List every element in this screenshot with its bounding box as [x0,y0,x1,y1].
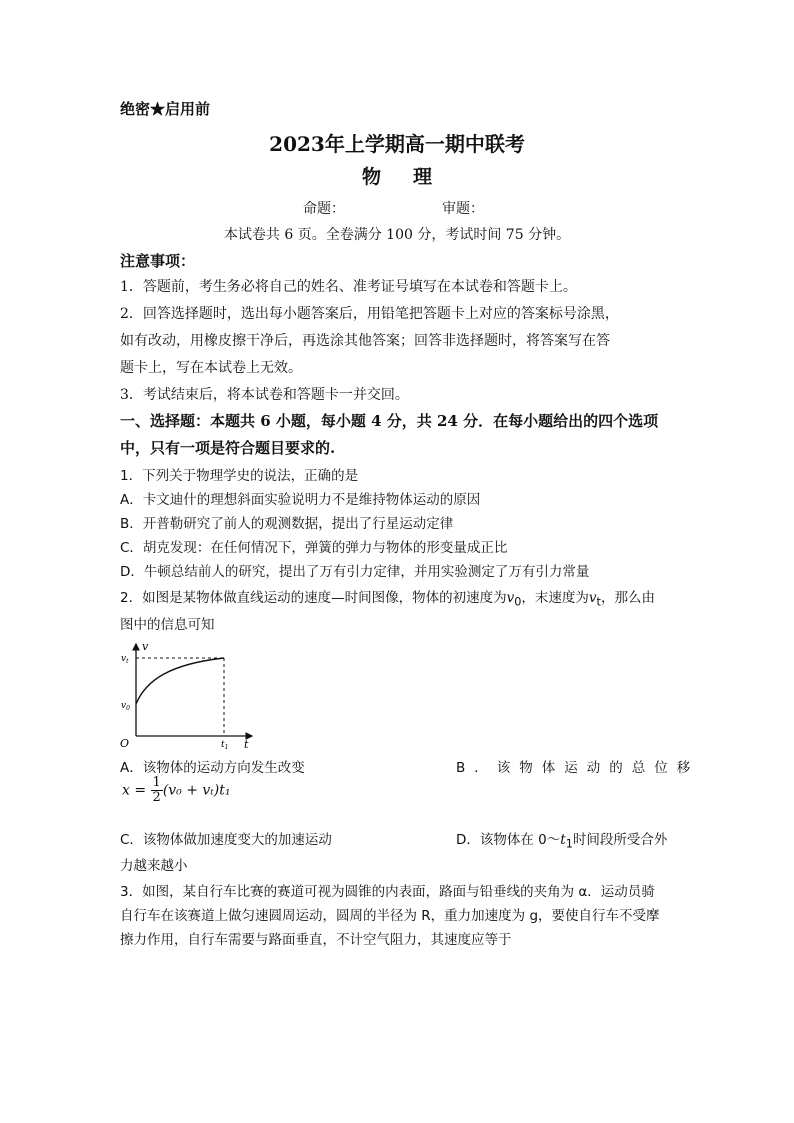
question-2-option-d-line2: 力越来越小 [120,858,188,874]
question-2-option-d: D．该物体在 $0\sim t_1$时间段所受合外 [456,832,668,851]
exam-info: 本试卷共 6 页。全卷满分 100 分，考试时间 75 分钟。 [223,227,571,243]
velocity-curve [136,658,224,704]
v0-label: $v_0$ [121,701,130,712]
subject-title: 物理 [361,166,464,188]
notice-item: 题卡上，写在本试卷上无效。 [120,360,302,376]
notice-heading: 注意事项： [120,252,196,270]
exam-title: 2023年上学期高一期中联考 [269,132,525,156]
t1-label: $t_1$ [221,740,229,750]
section-heading: 中，只有一项是符合题目要求的. [120,439,336,457]
origin-label: O [120,737,130,750]
question-1-option-d: D．牛顿总结前人的研究，提出了万有引力定律，并用实验测定了万有引力常量 [120,564,590,580]
question-1-option-b: B．开普勒研究了前人的观测数据，提出了行星运动定律 [120,516,454,532]
question-1-option-c: C．胡克发现：在任何情况下，弹簧的弹力与物体的形变量成正比 [120,540,508,556]
question-3-line: 擦力作用，自行车需要与路面垂直，不计空气阻力，其速度应等于 [120,932,512,948]
notice-item: 1．答题前，考生务必将自己的姓名、准考证号填写在本试卷和答题卡上。 [120,279,577,295]
question-2-option-a: A．该物体的运动方向发生改变 [120,760,305,776]
notice-item: 3．考试结束后，将本试卷和答题卡一并交回。 [120,387,409,403]
question-2-option-b: B．该物体运动的总位移 [456,760,700,776]
question-2-stem-line2: 图中的信息可知 [120,617,215,633]
reviewer-label: 审题： [442,201,484,217]
question-3-line: 3．如图，某自行车比赛的赛道可视为圆锥的内表面，路面与铅垂线的夹角为 α．运动员骑 [120,884,655,900]
question-2-option-c: C．该物体做加速度变大的加速运动 [120,832,332,848]
confidential-label: 绝密★启用前 [120,100,211,118]
question-3-line: 自行车在该赛道上做匀速圆周运动，圆周的半径为 R，重力加速度为 g，要使自行车不受摩 [120,908,660,924]
velocity-time-graph [118,638,258,750]
question-1-stem: 1．下列关于物理学史的说法，正确的是 [120,468,359,484]
notice-item: 如有改动，用橡皮擦干净后，再选涂其他答案；回答非选择题时，将答案写在答 [120,333,610,349]
question-1-option-a: A．卡文迪什的理想斜面实验说明力不是维持物体运动的原因 [120,492,481,508]
notice-item: 2．回答选择题时，选出每小题答案后，用铅笔把答题卡上对应的答案标号涂黑， [120,306,619,322]
t-axis-label: t [244,738,249,750]
v-axis-label: v [142,640,149,653]
question-2-stem: 2．如图是某物体做直线运动的速度—时间图像，物体的初速度为$v_0$，末速度为$v_t$，那么由 [120,590,655,609]
vt-label: $v_t$ [121,654,129,665]
author-label: 命题： [303,201,345,217]
section-heading: 一、选择题：本题共 6 小题，每小题 4 分，共 24 分．在每小题给出的四个选项 [120,412,659,430]
question-2-option-b-formula: x = $\frac{1}{2}$ (v₀ + vₜ)t₁ [122,775,231,805]
